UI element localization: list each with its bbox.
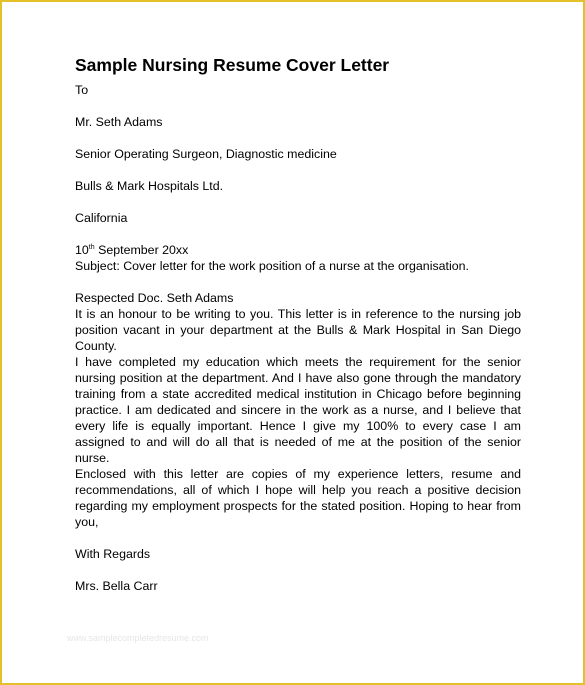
paragraph-enclosures: Enclosed with this letter are copies of my experience letters, resume and recommendations, all of which I hope will help you reach a positive decision regarding my employment prospects for the stated position. Hoping to hear from you, [75,467,521,529]
closing: With Regards [75,547,151,561]
recipient-name: Mr. Seth Adams [75,115,163,129]
paragraph-intro: It is an honour to be writing to you. This letter is in reference to the nursing job position vacant in your department at the Bulls & Mark Hospital in San Diego County. [75,307,521,353]
letter-title: Sample Nursing Resume Cover Letter [75,55,390,75]
organization-name: Bulls & Mark Hospitals Ltd. [75,179,224,193]
letter-body [75,54,521,594]
date-rest: September 20xx [94,243,189,257]
to-line: To [75,83,89,97]
letter-date [75,242,521,258]
subject-line: Subject: Cover letter for the work position of a nurse at the organisation. [75,259,469,273]
signature-name: Mrs. Bella Carr [75,579,158,593]
location: California [75,211,128,225]
salutation: Respected Doc. Seth Adams [75,291,234,305]
recipient-title: Senior Operating Surgeon, Diagnostic medicine [75,147,337,161]
watermark: www.samplecompletedresume.com [67,633,209,643]
paragraph-qualifications: I have completed my education which meets the requirement for the senior nursing position at the department. And I have also gone through the mandatory training from a state accredited medical institution in Chicago before beginning practice. I am dedicated and sincere in the work as a nurse, and I believe that every life is equally important. Hence I give my 100% to every case I am assigned to and will do all that is needed of me at the position of the senior nurse. [75,355,521,465]
date-day: 10 [75,243,89,257]
date-suffix: th [88,243,95,251]
